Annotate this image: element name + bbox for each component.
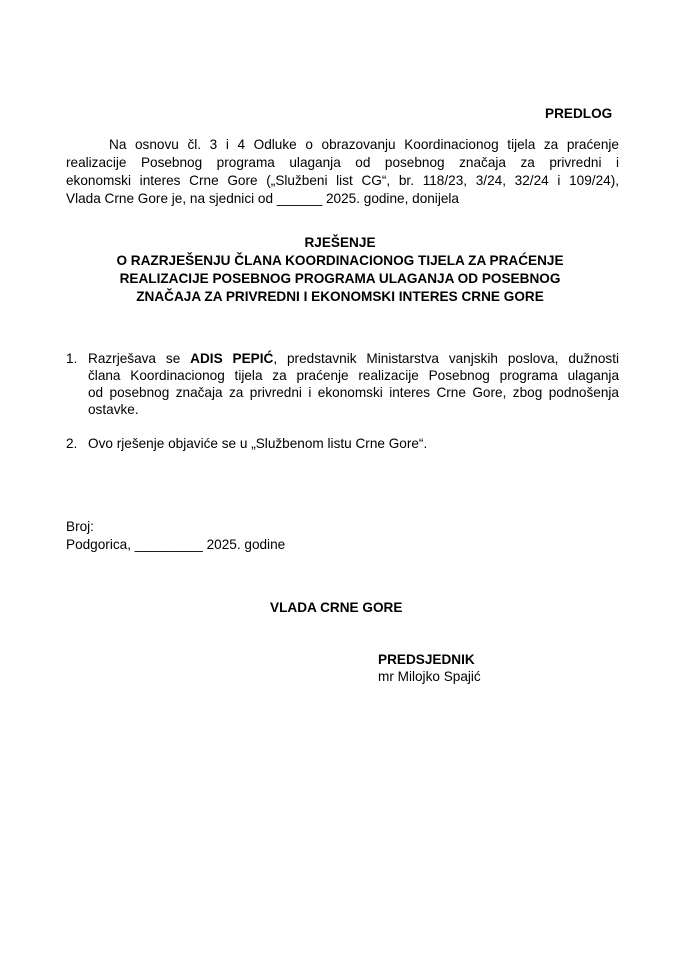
item-line: ostavke.: [88, 402, 139, 417]
intro-line: Na osnovu čl. 3 i 4 Odluke o obrazovanju Koordinacionog tijela za praćenje: [109, 137, 619, 152]
place-date: Podgorica, _________ 2025. godine: [66, 537, 286, 552]
reference-number-label: Broj:: [66, 519, 94, 534]
item-first-line-rest: , predstavnik Ministarstva vanjskih poslova, dužnosti: [273, 351, 619, 366]
item-number: 1.: [66, 351, 78, 366]
title-line: O RAZRJEŠENJU ČLANA KOORDINACIONOG TIJELA ZA PRAĆENJE: [116, 253, 564, 268]
signatory-title: PREDSJEDNIK: [378, 652, 475, 667]
item-line: od posebnog značaja za privredni i ekonomski interes Crne Gore, zbog podnošenja: [88, 385, 619, 400]
title-line: RJEŠENJE: [304, 235, 376, 250]
item-prefix: Razrješava se: [88, 351, 191, 366]
item-first-line: [88, 351, 619, 367]
government-name: VLADA CRNE GORE: [270, 600, 403, 615]
item-line: člana Koordinacionog tijela za praćenje realizacije Posebnog programa ulaganja: [88, 368, 619, 383]
intro-line: realizacije Posebnog programa ulaganja od posebnog značaja za privredni i: [66, 155, 619, 170]
intro-line: ekonomski interes Crne Gore („Službeni list CG“, br. 118/23, 3/24, 32/24 i 109/24),: [66, 173, 619, 188]
title-line: ZNAČAJA ZA PRIVREDNI I EKONOMSKI INTERES CRNE GORE: [136, 289, 544, 304]
item-text: Ovo rješenje objaviće se u „Službenom listu Crne Gore“.: [88, 436, 428, 451]
intro-line: Vlada Crne Gore je, na sjednici od ______ 2025. godine, donijela: [66, 191, 459, 206]
item-number: 2.: [66, 436, 78, 451]
document-status: PREDLOG: [545, 106, 613, 121]
title-line: REALIZACIJE POSEBNOG PROGRAMA ULAGANJA OD POSEBNOG: [119, 271, 561, 286]
signatory-name: mr Milojko Spajić: [378, 669, 481, 684]
dismissed-person-name: ADIS PEPIĆ: [190, 351, 274, 366]
